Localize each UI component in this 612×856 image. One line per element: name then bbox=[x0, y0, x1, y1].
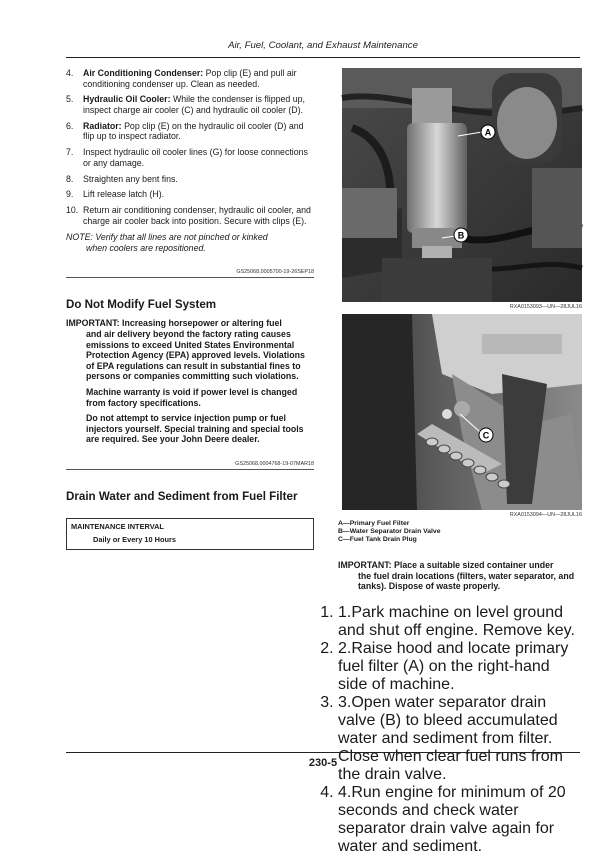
important-notice: IMPORTANT: Place a suitable sized container under the fuel drain locations (filters, water separator, and tanks). Dispose of waste properly. bbox=[338, 560, 575, 592]
list-item: 9. Lift release latch (H). bbox=[66, 189, 165, 200]
left-column bbox=[66, 68, 314, 550]
reference-code: GS25068,0004768-19-07MAR18 bbox=[235, 460, 314, 467]
fuel-filter-photo bbox=[342, 68, 582, 302]
svg-text:A: A bbox=[484, 127, 492, 138]
list-item: 7. Inspect hydraulic oil cooler lines (G) for loose connections or any damage. bbox=[66, 147, 308, 168]
list-item: 2. 2.Raise hood and locate primary fuel filter (A) on the right-hand side of machine. bbox=[338, 640, 582, 694]
maintenance-interval-box: MAINTENANCE INTERVAL Daily or Every 10 Hours bbox=[66, 518, 314, 550]
list-item: 3. 3.Open water separator drain valve (B) to bleed accumulated water and sediment from filter. Close when clear fuel runs from the drain valve. bbox=[338, 694, 582, 784]
footer-rule bbox=[66, 752, 580, 753]
page-number: 230-5 bbox=[308, 757, 338, 769]
callout-c bbox=[479, 428, 493, 442]
note: NOTE: Verify that all lines are not pinched or kinked when coolers are repositioned. bbox=[66, 232, 268, 253]
list-item: 4. 4.Run engine for minimum of 20 seconds and check water separator drain valve again for water and sediment. bbox=[338, 784, 582, 856]
important-notice: IMPORTANT: Increasing horsepower or altering fuel and air delivery beyond the factory rating causes emissions to exceed United States Environmental Protection Agency (EPA) approved levels. Violations of EPA regulations can result in substantial fines to persons or companies committing such violations. Machine warranty is void if power level is changed from factory specifications. Do not attempt to service injection pump or fuel injectors yourself. Special training and special tools are required. See your John Deere dealer. bbox=[66, 318, 305, 445]
figure-legend: A—Primary Fuel Filter B—Water Separator Drain Valve C—Fuel Tank Drain Plug bbox=[338, 520, 441, 544]
list-item: 6. Radiator: Pop clip (E) on the hydraulic oil cooler (D) and flip up to inspect radiator. bbox=[66, 120, 304, 142]
drain-steps-list bbox=[338, 604, 582, 856]
section-divider bbox=[66, 277, 314, 278]
reference-code: GS25068,0005700-19-26SEP18 bbox=[236, 269, 314, 276]
list-item: 5. Hydraulic Oil Cooler: While the condenser is flipped up, inspect charge air cooler (C) and hydraulic oil cooler (D). bbox=[66, 94, 305, 115]
section-title: Drain Water and Sediment from Fuel Filter bbox=[66, 489, 298, 503]
figure-code: RXA0153093—UN—28JUL16 bbox=[509, 304, 582, 310]
section-divider bbox=[66, 469, 314, 470]
callout-b bbox=[454, 228, 468, 242]
running-header: Air, Fuel, Coolant, and Exhaust Maintenance bbox=[228, 40, 418, 51]
list-item: 10. Return air conditioning condenser, hydraulic oil cooler, and charge air cooler back into position. Secure with clips (E). bbox=[66, 205, 311, 226]
header-rule bbox=[66, 57, 580, 58]
callout-a bbox=[481, 125, 495, 139]
section-title: Do Not Modify Fuel System bbox=[66, 298, 217, 312]
list-item: 8. Straighten any bent fins. bbox=[66, 173, 178, 184]
list-item: 4. Air Conditioning Condenser: Pop clip (E) and pull air conditioning condenser up. Clean as needed. bbox=[66, 68, 297, 89]
figure-code: RXA0153094—UN—28JUL16 bbox=[509, 512, 582, 518]
svg-text:B: B bbox=[457, 230, 465, 241]
fuel-tank-drain-photo bbox=[342, 314, 582, 510]
list-item: 1. 1.Park machine on level ground and shut off engine. Remove key. bbox=[338, 604, 582, 640]
svg-text:C: C bbox=[482, 430, 490, 441]
cooler-steps-list bbox=[66, 68, 314, 226]
